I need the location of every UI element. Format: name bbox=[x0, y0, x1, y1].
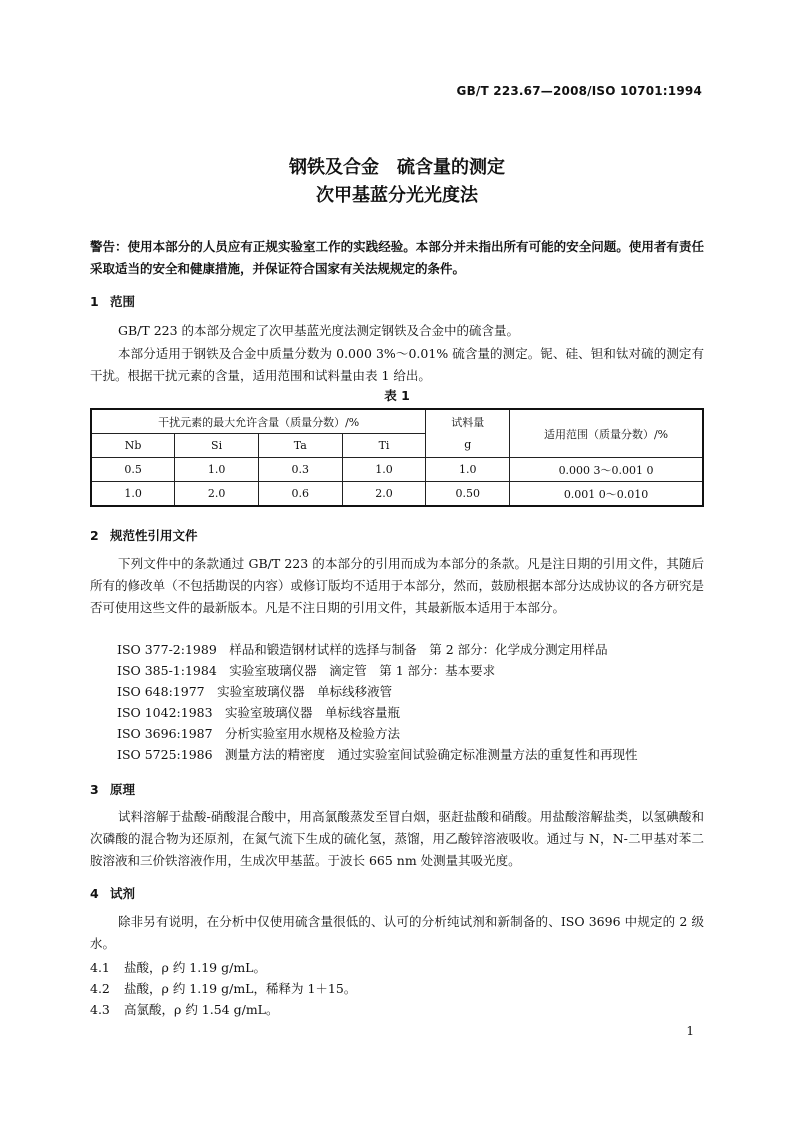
title-line-1: 钢铁及合金 硫含量的测定 bbox=[289, 157, 505, 178]
reagent-number: 4.1 bbox=[90, 960, 110, 975]
table-row bbox=[91, 482, 703, 507]
reagent-text: 高氯酸，ρ 约 1.54 g/mL。 bbox=[124, 1002, 279, 1017]
element-header: Nb bbox=[91, 434, 175, 458]
section-2-paragraph-1: 下列文件中的条款通过 GB/T 223 的本部分的引用而成为本部分的条款。凡是注日期的引用文件，其随后所有的修改单（不包括勘误的内容）或修订版均不适用于本部分，然而，鼓励根据本部分达成协议的各方研究是否可使用这些文件的最新版本。凡是不注日期的引用文件，其最新版本适用于本部分。 bbox=[90, 556, 704, 615]
group-header: 干扰元素的最大允许含量（质量分数）/% bbox=[91, 409, 426, 434]
section-1-paragraph-1: GB/T 223 的本部分规定了次甲基蓝光度法测定钢铁及合金中的硫含量。 bbox=[118, 323, 520, 338]
table-cell: 0.001 0～0.010 bbox=[510, 482, 703, 507]
section-4-paragraph-1: 除非另有说明，在分析中仅使用硫含量很低的、认可的分析纯试剂和新制备的、ISO 3696 中规定的 2 级水。 bbox=[90, 914, 704, 951]
table-cell: 2.0 bbox=[342, 482, 426, 507]
section-3-paragraph-1: 试料溶解于盐酸-硝酸混合酸中，用高氯酸蒸发至冒白烟，驱赶盐酸和硝酸。用盐酸溶解盐类，以氢碘酸和次磷酸的混合物为还原剂，在氮气流下生成的硫化氢，蒸馏，用乙酸锌溶液吸收。通过与 N，N-二甲基对苯二胺溶液和三价铁溶液作用，生成次甲基蓝。于波长 665 nm 处测量其吸光度。 bbox=[90, 809, 704, 868]
reagent-number: 4.3 bbox=[90, 1002, 110, 1017]
table-cell: 1.0 bbox=[426, 458, 510, 482]
section-1-paragraph-2: 本部分适用于钢铁及合金中质量分数为 0.000 3%～0.01% 硫含量的测定。铌、硅、钽和钛对硫的测定有干扰。根据干扰元素的含量，适用范围和试料量由表 1 给出。 bbox=[90, 346, 704, 383]
table-cell: 1.0 bbox=[175, 458, 259, 482]
table-cell: 1.0 bbox=[91, 482, 175, 507]
range-header: 适用范围（质量分数）/% bbox=[510, 409, 703, 458]
sample-header-label: 试料量 bbox=[451, 415, 485, 429]
normative-reference: ISO 5725:1986 测量方法的精密度 通过实验室间试验确定标准测量方法的重复性和再现性 bbox=[117, 747, 638, 762]
section-number: 4 bbox=[90, 886, 99, 901]
table-cell: 2.0 bbox=[175, 482, 259, 507]
section-number: 2 bbox=[90, 528, 99, 543]
warning-notice: 警告：使用本部分的人员应有正规实验室工作的实践经验。本部分并未指出所有可能的安全问题。使用者有责任采取适当的安全和健康措施，并保证符合国家有关法规规定的条件。 bbox=[90, 239, 704, 276]
sample-header bbox=[426, 409, 510, 458]
normative-reference: ISO 648:1977 实验室玻璃仪器 单标线移液管 bbox=[117, 684, 393, 699]
section-title: 原理 bbox=[110, 782, 136, 797]
section-number: 1 bbox=[90, 294, 99, 309]
section-3-heading bbox=[90, 780, 135, 798]
sample-header-unit: g bbox=[464, 437, 472, 451]
table-cell: 0.5 bbox=[91, 458, 175, 482]
table-cell: 0.3 bbox=[258, 458, 342, 482]
section-number: 3 bbox=[90, 782, 99, 797]
section-4-heading bbox=[90, 884, 135, 902]
normative-reference: ISO 3696:1987 分析实验室用水规格及检验方法 bbox=[117, 726, 401, 741]
section-2-heading bbox=[90, 526, 198, 544]
element-header: Ta bbox=[258, 434, 342, 458]
title-line-2: 次甲基蓝分光光度法 bbox=[316, 185, 478, 206]
reagent-number: 4.2 bbox=[90, 981, 110, 996]
normative-reference: ISO 1042:1983 实验室玻璃仪器 单标线容量瓶 bbox=[117, 705, 401, 720]
table-cell: 0.000 3～0.001 0 bbox=[510, 458, 703, 482]
reagent-text: 盐酸，ρ 约 1.19 g/mL，稀释为 1＋15。 bbox=[124, 981, 357, 996]
standard-number: GB/T 223.67—2008/ISO 10701:1994 bbox=[456, 84, 702, 98]
element-header: Ti bbox=[342, 434, 426, 458]
table-cell: 0.6 bbox=[258, 482, 342, 507]
normative-reference: ISO 377-2:1989 样品和锻造钢材试样的选择与制备 第 2 部分：化学成分测定用样品 bbox=[117, 642, 608, 657]
reagent-item bbox=[90, 1000, 278, 1020]
page-number: 1 bbox=[686, 1024, 694, 1038]
table-1-title: 表 1 bbox=[384, 388, 410, 403]
normative-reference: ISO 385-1:1984 实验室玻璃仪器 滴定管 第 1 部分：基本要求 bbox=[117, 663, 496, 678]
reagent-item bbox=[90, 958, 266, 978]
section-1-heading bbox=[90, 292, 135, 310]
reagent-item bbox=[90, 979, 356, 999]
table-cell: 0.50 bbox=[426, 482, 510, 507]
table-1 bbox=[90, 408, 704, 507]
section-title: 范围 bbox=[110, 294, 136, 309]
element-header: Si bbox=[175, 434, 259, 458]
reagent-text: 盐酸，ρ 约 1.19 g/mL。 bbox=[124, 960, 266, 975]
section-title: 规范性引用文件 bbox=[110, 528, 198, 543]
table-row bbox=[91, 458, 703, 482]
table-cell: 1.0 bbox=[342, 458, 426, 482]
section-title: 试剂 bbox=[110, 886, 136, 901]
table-header-row bbox=[91, 409, 703, 434]
